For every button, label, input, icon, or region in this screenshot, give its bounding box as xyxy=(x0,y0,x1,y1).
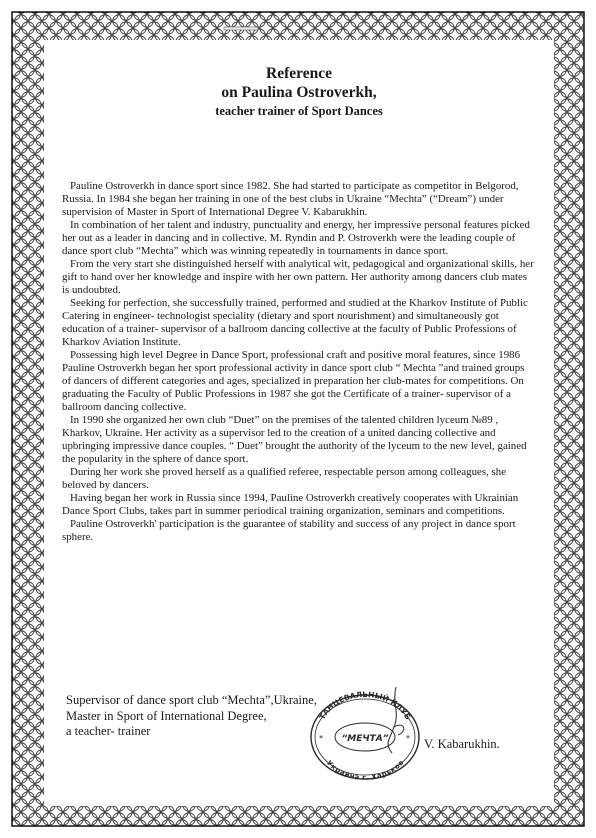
paragraph: In combination of her talent and industry, punctuality and energy, her impressive personal features picked her out as a leader in dancing and in collective. M. Ryndin and P. Ostroverkh were the leading couple of dance sport club “Mechta” which was winning repeatedly in tournaments in dance sport. xyxy=(62,219,530,257)
signatory-name: V. Kabarukhin. xyxy=(424,737,500,751)
paragraph: Pauline Ostroverkh' participation is the guarantee of stability and success of any project in dance sport sphere. xyxy=(62,518,516,543)
svg-text:*: * xyxy=(406,734,410,743)
paragraph: Seeking for perfection, she successfully trained, performed and studied at the Kharkov Institute of Public Catering in engineer- technologist speciality (dietary and sport nourishment) and simultaneously got education of a trainer- supervisor of a ballroom dancing collective at the faculty of Public Professions of Kharkov Aviation Institute. xyxy=(62,297,528,348)
svg-text:ТАНЦЕВАЛЬНЫЙ КЛУБ: ТАНЦЕВАЛЬНЫЙ КЛУБ xyxy=(317,689,413,722)
document-role: teacher trainer of Sport Dances xyxy=(215,104,383,118)
signature-degree-line: Master in Sport of International Degree, xyxy=(66,708,267,723)
document-body xyxy=(62,64,536,544)
paragraph: In 1990 she organized her own club “Duet” on the premises of the talented children lyceum №89 , Kharkov, Ukraine. Her activity as a supervisor led to the creation of a united dancing collective and upbringing impressive dance couples. “ Duet” brought the authority of the lyceum to the new level, gained the popularity in the sphere of dance sport. xyxy=(62,414,527,465)
svg-text:“МЕЧТА”: “МЕЧТА” xyxy=(341,734,389,744)
signature-title-line: Supervisor of dance sport club “Mechta”,Ukraine, xyxy=(66,693,317,707)
reference-text xyxy=(62,180,536,544)
document-subtitle: on Paulina Ostroverkh, xyxy=(221,84,377,101)
svg-text:*: * xyxy=(319,734,323,743)
paragraph: Pauline Ostroverkh in dance sport since 1982. She had started to participate as competitor in Belgorod, Russia. In 1984 she began her training in one of the best clubs in Ukraine “Mechta” (“Dream”) under supervision of Master in Sport of International Degree V. Kabarukhin. xyxy=(62,180,519,218)
svg-text:Украина г. Харьков: Украина г. Харьков xyxy=(324,758,406,782)
signature-block xyxy=(66,693,546,751)
staple-mark xyxy=(222,24,262,34)
paragraph: Having began her work in Russia since 1994, Pauline Ostroverkh creatively cooperates with Ukrainian Dance Sport Clubs, takes part in summer periodical training organization, seminars and competitions. xyxy=(62,492,519,517)
document-title: Reference xyxy=(266,65,332,82)
paragraph: During her work she proved herself as a qualified referee, respectable person among colleagues, she beloved by dancers. xyxy=(62,466,507,491)
paragraph: Possessing high level Degree in Dance Sport, professional craft and positive moral features, since 1986 Pauline Ostroverkh began her sport professional activity in dance sport club “ Mechta ”and trained groups of dancers of different categories and ages, specialized in preparation her club-mates for competitions. On graduating the Faculty of Public Professions in 1987 she got the Certificate of a trainer- supervisor of a ballroom dancing collective. xyxy=(62,349,525,413)
paragraph: From the very start she distinguished herself with analytical wit, pedagogical and organizational skills, her gift to hand over her knowledge and inspire with her own pattern. Her authority among dancers club mates is undoubted. xyxy=(62,258,534,296)
signature-role-line: a teacher- trainer xyxy=(66,724,151,738)
